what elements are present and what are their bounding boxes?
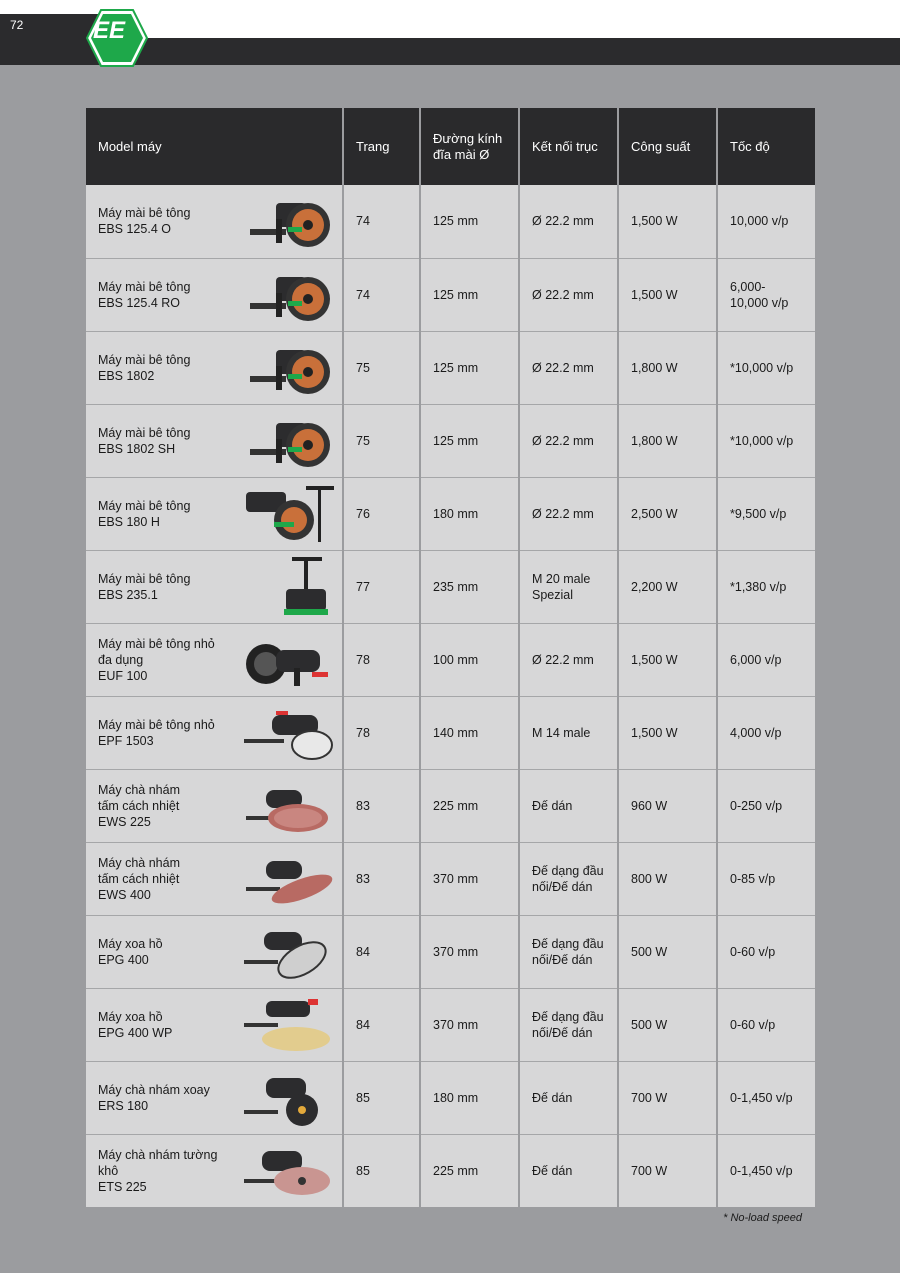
- logo-letter-top: EE: [92, 17, 126, 44]
- diameter-cell: 125 mm: [420, 404, 519, 477]
- diameter-cell: 370 mm: [420, 842, 519, 915]
- concrete-grinder-icon: [236, 336, 336, 400]
- table-row: [86, 550, 815, 623]
- spindle-cell: Đế dán: [519, 1134, 618, 1207]
- spindle-cell: Đế dạng đầu nối/Đế dán: [519, 988, 618, 1061]
- diameter-cell: 180 mm: [420, 477, 519, 550]
- diameter-cell: 180 mm: [420, 1061, 519, 1134]
- spindle-cell: Đế dán: [519, 769, 618, 842]
- spindle-cell: Ø 22.2 mm: [519, 331, 618, 404]
- page-cell: 77: [343, 550, 420, 623]
- concrete-grinder-icon: [236, 409, 336, 473]
- diameter-cell: 125 mm: [420, 258, 519, 331]
- model-name: Máy mài bê tông EBS 125.4 RO: [98, 279, 191, 310]
- power-cell: 1,500 W: [618, 185, 717, 258]
- table-row: [86, 404, 815, 477]
- table-row: [86, 185, 815, 258]
- speed-cell: 6,000 v/p: [717, 623, 815, 696]
- concrete-grinder-handle-icon: [236, 482, 336, 546]
- model-cell: [86, 331, 343, 404]
- table-row: [86, 769, 815, 842]
- model-cell: [86, 185, 343, 258]
- model-name: Máy mài bê tông EBS 1802: [98, 352, 191, 383]
- power-cell: 960 W: [618, 769, 717, 842]
- model-name: Máy xoa hồ EPG 400: [98, 936, 163, 967]
- angle-grinder-icon: [236, 628, 336, 692]
- model-cell: [86, 842, 343, 915]
- power-cell: 1,500 W: [618, 258, 717, 331]
- header-power: Công suất: [618, 108, 717, 185]
- model-cell: [86, 477, 343, 550]
- wall-sander-icon: [236, 1139, 336, 1203]
- power-cell: 1,500 W: [618, 696, 717, 769]
- model-cell: [86, 550, 343, 623]
- power-cell: 700 W: [618, 1134, 717, 1207]
- spindle-cell: Đế dạng đầu nối/Đế dán: [519, 842, 618, 915]
- page-cell: 84: [343, 988, 420, 1061]
- header-diameter: Đường kính đĩa mài Ø: [420, 108, 519, 185]
- plaster-trowel-icon: [236, 920, 336, 984]
- model-name: Máy mài bê tông nhỏ EPF 1503: [98, 717, 215, 748]
- table-row: [86, 988, 815, 1061]
- spindle-cell: Ø 22.2 mm: [519, 477, 618, 550]
- speed-cell: 6,000- 10,000 v/p: [717, 258, 815, 331]
- rotary-sander-icon: [236, 1066, 336, 1130]
- polisher-icon: [236, 701, 336, 765]
- model-cell: [86, 404, 343, 477]
- model-name: Máy mài bê tông nhỏ đa dụng EUF 100: [98, 636, 215, 683]
- model-name: Máy chà nhám tấm cách nhiệt EWS 225: [98, 782, 180, 829]
- diameter-cell: 125 mm: [420, 331, 519, 404]
- speed-cell: 0-85 v/p: [717, 842, 815, 915]
- diameter-cell: 225 mm: [420, 769, 519, 842]
- header-speed: Tốc độ: [717, 108, 815, 185]
- model-cell: [86, 1061, 343, 1134]
- power-cell: 1,800 W: [618, 331, 717, 404]
- sander-large-icon: [236, 847, 336, 911]
- power-cell: 1,800 W: [618, 404, 717, 477]
- table-row: [86, 1061, 815, 1134]
- page-number: 72: [10, 18, 24, 32]
- model-name: Máy chà nhám tường khô ETS 225: [98, 1147, 218, 1194]
- model-cell: [86, 988, 343, 1061]
- power-cell: 800 W: [618, 842, 717, 915]
- speed-cell: 4,000 v/p: [717, 696, 815, 769]
- speed-cell: *1,380 v/p: [717, 550, 815, 623]
- header-spindle: Kết nối trục: [519, 108, 618, 185]
- diameter-cell: 235 mm: [420, 550, 519, 623]
- model-cell: [86, 1134, 343, 1207]
- model-name: Máy mài bê tông EBS 125.4 O: [98, 206, 191, 237]
- power-cell: 1,500 W: [618, 623, 717, 696]
- table-row: [86, 1134, 815, 1207]
- power-cell: 2,200 W: [618, 550, 717, 623]
- spindle-cell: M 14 male: [519, 696, 618, 769]
- power-cell: 500 W: [618, 988, 717, 1061]
- speed-cell: 0-250 v/p: [717, 769, 815, 842]
- page-cell: 85: [343, 1061, 420, 1134]
- model-name: Máy mài bê tông EBS 180 H: [98, 498, 191, 529]
- header-model: Model máy: [86, 108, 343, 185]
- spindle-cell: Đế dán: [519, 1061, 618, 1134]
- model-cell: [86, 623, 343, 696]
- sander-icon: [236, 774, 336, 838]
- speed-cell: 0-60 v/p: [717, 915, 815, 988]
- power-cell: 700 W: [618, 1061, 717, 1134]
- power-cell: 500 W: [618, 915, 717, 988]
- speed-cell: *10,000 v/p: [717, 331, 815, 404]
- concrete-grinder-icon: [236, 263, 336, 327]
- diameter-cell: 225 mm: [420, 1134, 519, 1207]
- spindle-cell: Ø 22.2 mm: [519, 623, 618, 696]
- model-cell: [86, 769, 343, 842]
- table-row: [86, 623, 815, 696]
- table-row: [86, 842, 815, 915]
- page-cell: 74: [343, 258, 420, 331]
- product-table: [86, 108, 815, 1207]
- diameter-cell: 100 mm: [420, 623, 519, 696]
- page-cell: 78: [343, 623, 420, 696]
- speed-cell: 10,000 v/p: [717, 185, 815, 258]
- model-name: Máy chà nhám xoay ERS 180: [98, 1082, 210, 1113]
- diameter-cell: 140 mm: [420, 696, 519, 769]
- speed-cell: 0-60 v/p: [717, 988, 815, 1061]
- model-name: Máy xoa hồ EPG 400 WP: [98, 1009, 173, 1040]
- diameter-cell: 125 mm: [420, 185, 519, 258]
- diameter-cell: 370 mm: [420, 915, 519, 988]
- plaster-trowel-pad-icon: [236, 993, 336, 1057]
- page-cell: 75: [343, 404, 420, 477]
- table-row: [86, 915, 815, 988]
- page-cell: 76: [343, 477, 420, 550]
- speed-cell: *9,500 v/p: [717, 477, 815, 550]
- page-cell: 84: [343, 915, 420, 988]
- page-cell: 75: [343, 331, 420, 404]
- model-cell: [86, 915, 343, 988]
- page-cell: 83: [343, 842, 420, 915]
- power-cell: 2,500 W: [618, 477, 717, 550]
- concrete-grinder-icon: [236, 189, 336, 253]
- table-row: [86, 258, 815, 331]
- table-row: [86, 477, 815, 550]
- table-row: [86, 331, 815, 404]
- page-cell: 78: [343, 696, 420, 769]
- model-name: Máy mài bê tông EBS 1802 SH: [98, 425, 191, 456]
- speed-cell: 0-1,450 v/p: [717, 1134, 815, 1207]
- speed-cell: 0-1,450 v/p: [717, 1061, 815, 1134]
- spindle-cell: Ø 22.2 mm: [519, 404, 618, 477]
- diameter-cell: 370 mm: [420, 988, 519, 1061]
- spindle-cell: Ø 22.2 mm: [519, 258, 618, 331]
- model-cell: [86, 696, 343, 769]
- header-page: Trang: [343, 108, 420, 185]
- page-cell: 83: [343, 769, 420, 842]
- table-header-row: [86, 108, 815, 185]
- model-cell: [86, 258, 343, 331]
- table-row: [86, 696, 815, 769]
- model-name: Máy mài bê tông EBS 235.1: [98, 571, 191, 602]
- page-cell: 74: [343, 185, 420, 258]
- model-name: Máy chà nhám tấm cách nhiệt EWS 400: [98, 855, 180, 902]
- page-cell: 85: [343, 1134, 420, 1207]
- spindle-cell: Ø 22.2 mm: [519, 185, 618, 258]
- ee-logo: [86, 8, 148, 68]
- spindle-cell: M 20 male Spezial: [519, 550, 618, 623]
- speed-cell: *10,000 v/p: [717, 404, 815, 477]
- spindle-cell: Đế dạng đầu nối/Đế dán: [519, 915, 618, 988]
- footnote: * No-load speed: [723, 1212, 802, 1224]
- floor-grinder-icon: [236, 555, 336, 619]
